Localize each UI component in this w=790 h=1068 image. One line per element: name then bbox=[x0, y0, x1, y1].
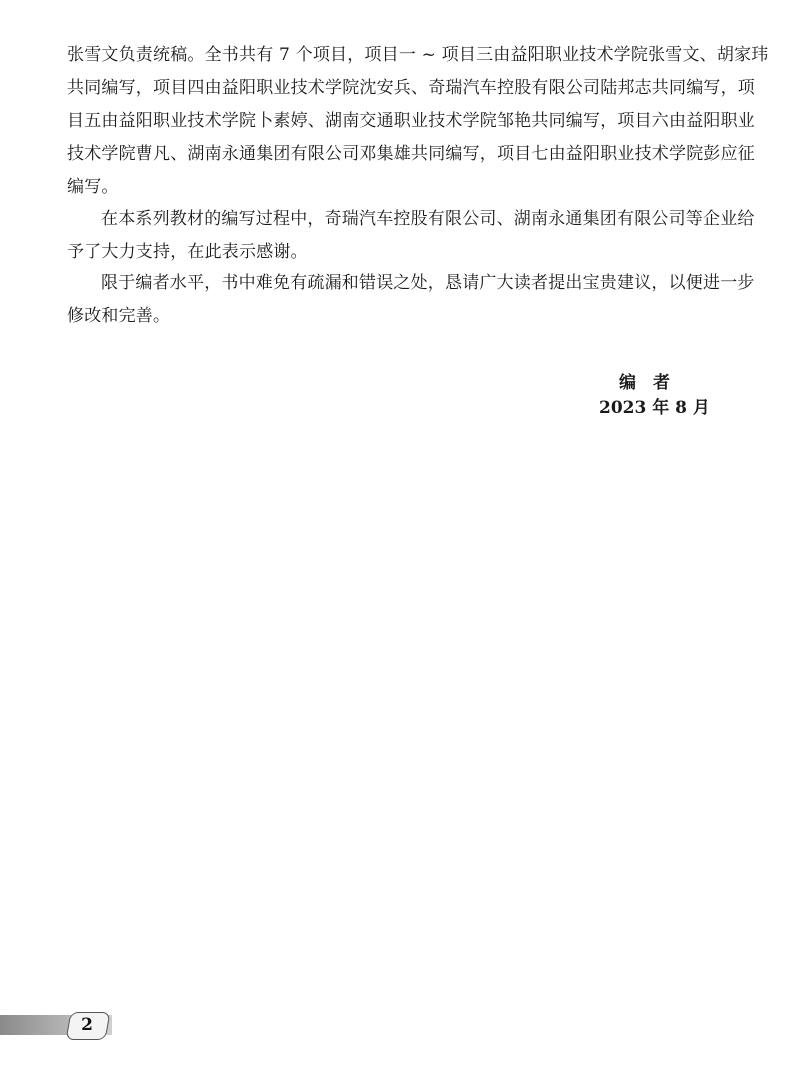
paragraph-1-line-3: 目五由益阳职业技术学院卜素婷、湖南交通职业技术学院邹艳共同编写，项目六由益阳职业 bbox=[67, 111, 755, 131]
paragraph-1-line-5: 编写。 bbox=[67, 177, 119, 197]
paragraph-1-line-4: 技术学院曹凡、湖南永通集团有限公司邓集雄共同编写，项目七由益阳职业技术学院彭应征 bbox=[67, 144, 755, 164]
signature-date: 2023 年 8 月 bbox=[599, 398, 710, 418]
paragraph-3-line-1: 限于编者水平，书中难免有疏漏和错误之处，恳请广大读者提出宝贵建议，以便进一步 bbox=[101, 273, 755, 293]
paragraph-2-line-2: 予了大力支持，在此表示感谢。 bbox=[67, 242, 308, 262]
paragraph-3-line-2: 修改和完善。 bbox=[67, 306, 171, 326]
paragraph-1-line-2: 共同编写，项目四由益阳职业技术学院沈安兵、奇瑞汽车控股有限公司陆邦志共同编写，项 bbox=[67, 78, 755, 98]
signature-author: 编 者 bbox=[619, 373, 670, 393]
paragraph-2-line-1: 在本系列教材的编写过程中，奇瑞汽车控股有限公司、湖南永通集团有限公司等企业给 bbox=[101, 209, 755, 229]
paragraph-1-line-1: 张雪文负责统稿。全书共有 7 个项目，项目一 ~ 项目三由益阳职业技术学院张雪文、胡家玮 bbox=[67, 45, 769, 65]
page-number: 2 bbox=[81, 1015, 93, 1035]
